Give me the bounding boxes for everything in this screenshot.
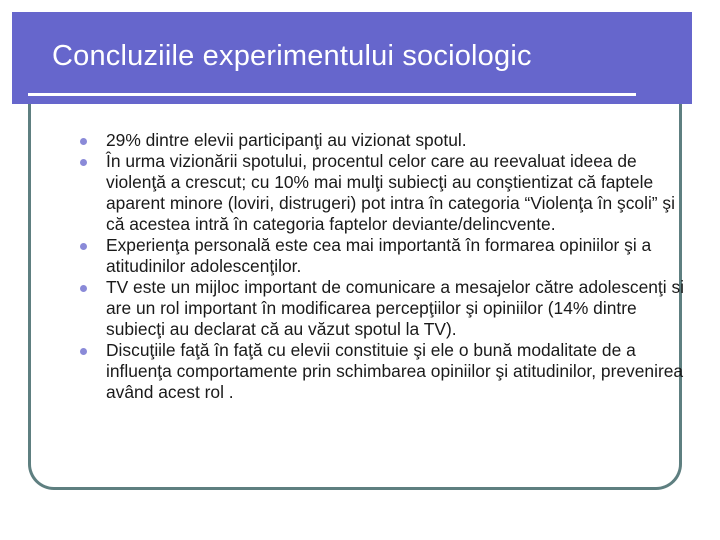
bullet-dot-icon [80, 159, 87, 166]
bullet-dot-icon [80, 243, 87, 250]
slide-title: Concluziile experimentului sociologic [52, 40, 532, 72]
bullet-text: 29% dintre elevii participanţi au vizionat spotul. [106, 130, 467, 150]
bullet-text: Discuţiile faţă în faţă cu elevii constituie şi ele o bună modalitate de a influenţa comportamente prin schimbarea opiniilor şi atitudinilor, prevenirea având acest rol . [106, 340, 684, 402]
title-underline [28, 93, 636, 96]
bullet-text: TV este un mijloc important de comunicare a mesajelor către adolescenţi si are un rol important în modificarea percepţiilor şi opiniilor (14% dintre subiecţi au declarat că au văzut spotul la TV). [106, 277, 685, 339]
bullet-item [106, 340, 686, 403]
bullet-text: Experienţa personală este cea mai importantă în formarea opiniilor şi a atitudinilor adolescenţilor. [106, 235, 652, 276]
bullet-dot-icon [80, 285, 87, 292]
bullet-item [106, 235, 686, 277]
bullet-dot-icon [80, 348, 87, 355]
bullet-text: În urma vizionării spotului, procentul celor care au reevaluat ideea de violenţă a crescut; cu 10% mai mulţi subiecţi au conştientizat că faptele aparent minore (loviri, distrugeri) pot intra în categoria “Violenţa în şcoli” şi că acestea intră în categoria faptelor deviante/delincvente. [106, 151, 675, 234]
bullet-dot-icon [80, 138, 87, 145]
bullet-item [106, 277, 686, 340]
bullet-item [106, 130, 686, 151]
bullet-item [106, 151, 686, 235]
bullet-list [106, 130, 686, 403]
